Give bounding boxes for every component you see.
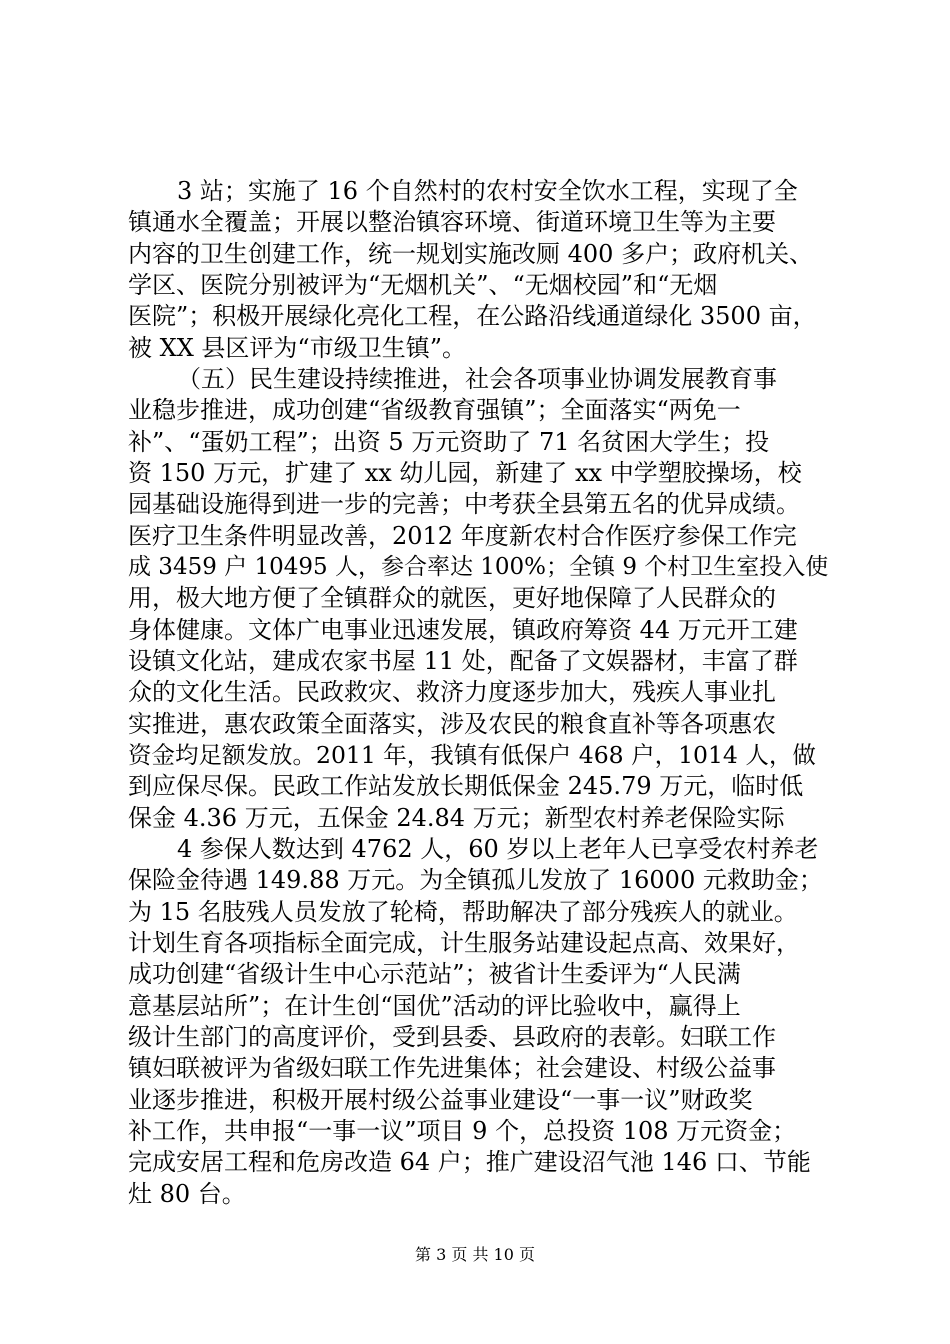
text-line: 保金 4.36 万元，五保金 24.84 万元；新型农村养老保险实际: [128, 804, 785, 832]
text-line: 内容的卫生创建工作，统一规划实施改厕 400 多户；政府机关、: [128, 240, 814, 268]
text-line: 为 15 名肢残人员发放了轮椅，帮助解决了部分残疾人的就业。: [128, 898, 798, 926]
page-number-footer: 第 3 页 共 10 页: [415, 1245, 535, 1264]
text-line: 补”、“蛋奶工程”；出资 5 万元资助了 71 名贫困大学生；投: [128, 428, 770, 456]
text-line: 完成安居工程和危房改造 64 户；推广建设沼气池 146 口、节能: [128, 1148, 811, 1176]
text-line: 用，极大地方便了全镇群众的就医，更好地保障了人民群众的: [128, 584, 776, 612]
text-line: 成功创建“省级计生中心示范站”；被省计生委评为“人民满: [128, 960, 741, 988]
text-line: 设镇文化站，建成农家书屋 11 处，配备了文娱器材，丰富了群: [128, 647, 798, 675]
text-line: 4 参保人数达到 4762 人，60 岁以上老年人已享受农村养老: [177, 835, 819, 863]
text-line: 身体健康。文体广电事业迅速发展，镇政府筹资 44 万元开工建: [128, 616, 798, 644]
text-line: 被 XX 县区评为“市级卫生镇”。: [128, 334, 466, 362]
text-line: 成 3459 户 10495 人，参合率达 100%；全镇 9 个村卫生室投入使: [128, 554, 829, 580]
text-line: 灶 80 台。: [128, 1180, 246, 1208]
text-line: （五）民生建设持续推进，社会各项事业协调发展教育事: [177, 365, 777, 393]
text-line: 意基层站所”；在计生创“国优”活动的评比验收中，赢得上: [128, 992, 741, 1020]
text-line: 业稳步推进，成功创建“省级教育强镇”；全面落实“两免一: [128, 396, 741, 424]
text-line: 学区、医院分别被评为“无烟机关”、“无烟校园”和“无烟: [128, 271, 718, 299]
text-line: 园基础设施得到进一步的完善；中考获全县第五名的优异成绩。: [128, 490, 800, 518]
text-line: 医院”；积极开展绿化亮化工程，在公路沿线通道绿化 3500 亩，: [128, 302, 817, 330]
text-line: 实推进，惠农政策全面落实，涉及农民的粮食直补等各项惠农: [128, 710, 776, 738]
text-line: 业逐步推进，积极开展村级公益事业建设“一事一议”财政奖: [128, 1086, 753, 1114]
text-line: 补工作，共申报“一事一议”项目 9 个，总投资 108 万元资金；: [128, 1117, 797, 1145]
text-line: 保险金待遇 149.88 万元。为全镇孤儿发放了 16000 元救助金；: [128, 866, 823, 894]
text-line: 资金均足额发放。2011 年，我镇有低保户 468 户，1014 人，做: [128, 741, 816, 769]
text-line: 医疗卫生条件明显改善，2012 年度新农村合作医疗参保工作完: [128, 522, 797, 550]
text-line: 镇妇联被评为省级妇联工作先进集体；社会建设、村级公益事: [128, 1054, 776, 1082]
text-line: 级计生部门的高度评价，受到县委、县政府的表彰。妇联工作: [128, 1023, 776, 1051]
text-line: 资 150 万元，扩建了 xx 幼儿园，新建了 xx 中学塑胶操场，校: [128, 459, 802, 487]
text-line: 到应保尽保。民政工作站发放长期低保金 245.79 万元，临时低: [128, 772, 804, 800]
text-line: 镇通水全覆盖；开展以整治镇容环境、街道环境卫生等为主要: [128, 208, 776, 236]
text-line: 计划生育各项指标全面完成，计生服务站建设起点高、效果好，: [128, 929, 800, 957]
text-line: 众的文化生活。民政救灾、救济力度逐步加大，残疾人事业扎: [128, 678, 776, 706]
text-line: 3 站；实施了 16 个自然村的农村安全饮水工程，实现了全: [177, 177, 798, 205]
